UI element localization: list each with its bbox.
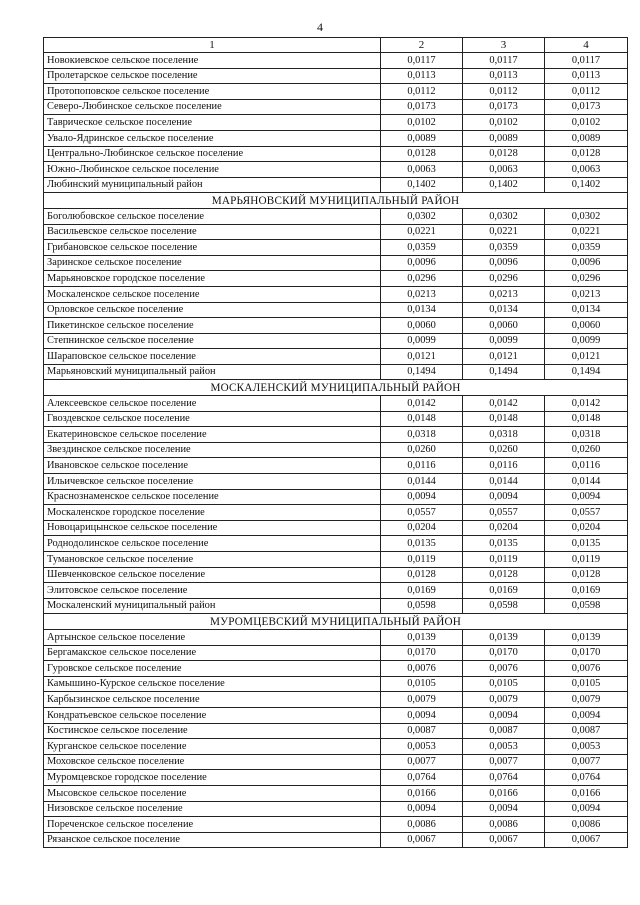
value-cell: 0,0067: [463, 832, 545, 848]
value-cell: 0,0053: [463, 739, 545, 755]
settlement-name: Орловское сельское поселение: [44, 302, 381, 318]
settlement-name: Алексеевское сельское поселение: [44, 396, 381, 412]
value-cell: 0,0318: [381, 427, 463, 443]
table-row: [44, 645, 628, 661]
district-heading-row: [44, 193, 628, 209]
value-cell: 0,0128: [545, 146, 628, 162]
value-cell: 0,0359: [463, 240, 545, 256]
value-cell: 0,0221: [381, 224, 463, 240]
value-cell: 0,0087: [545, 723, 628, 739]
value-cell: 0,0094: [463, 801, 545, 817]
table-row: [44, 676, 628, 692]
settlement-name: Бергамакское сельское поселение: [44, 645, 381, 661]
value-cell: 0,0128: [381, 567, 463, 583]
value-cell: 0,0204: [545, 520, 628, 536]
value-cell: 0,0260: [381, 442, 463, 458]
value-cell: 0,0166: [381, 785, 463, 801]
settlement-name: Артынское сельское поселение: [44, 629, 381, 645]
table-row: [44, 162, 628, 178]
value-cell: 0,0128: [463, 146, 545, 162]
value-cell: 0,0067: [381, 832, 463, 848]
table-row: [44, 489, 628, 505]
column-header: 2: [381, 38, 463, 53]
value-cell: 0,0079: [545, 692, 628, 708]
table-row: [44, 427, 628, 443]
value-cell: 0,0170: [545, 645, 628, 661]
value-cell: 0,0077: [463, 754, 545, 770]
table-row: [44, 302, 628, 318]
table-row: [44, 770, 628, 786]
table-row: [44, 801, 628, 817]
value-cell: 0,0113: [545, 68, 628, 84]
table-row: [44, 411, 628, 427]
table-row: [44, 146, 628, 162]
table-row: [44, 832, 628, 848]
value-cell: 0,0173: [381, 99, 463, 115]
value-cell: 0,0099: [381, 333, 463, 349]
value-cell: 0,0135: [381, 536, 463, 552]
value-cell: 0,0079: [381, 692, 463, 708]
value-cell: 0,0134: [381, 302, 463, 318]
value-cell: 0,0121: [545, 349, 628, 365]
column-header: 1: [44, 38, 381, 53]
value-cell: 0,0139: [545, 629, 628, 645]
settlement-name: Мысовское сельское поселение: [44, 785, 381, 801]
value-cell: 0,0359: [381, 240, 463, 256]
settlement-name: Пролетарское сельское поселение: [44, 68, 381, 84]
settlement-name: Степнинское сельское поселение: [44, 333, 381, 349]
value-cell: 0,0096: [381, 255, 463, 271]
value-cell: 0,0260: [545, 442, 628, 458]
settlement-name: Протопоповское сельское поселение: [44, 84, 381, 100]
value-cell: 0,0087: [463, 723, 545, 739]
value-cell: 0,0144: [463, 474, 545, 490]
table-row: [44, 583, 628, 599]
value-cell: 0,0063: [545, 162, 628, 178]
value-cell: 0,0121: [463, 349, 545, 365]
value-cell: 0,0116: [545, 458, 628, 474]
value-cell: 0,0116: [463, 458, 545, 474]
value-cell: 0,0087: [381, 723, 463, 739]
value-cell: 0,0144: [381, 474, 463, 490]
district-heading-row: [44, 614, 628, 630]
value-cell: 0,0077: [381, 754, 463, 770]
value-cell: 0,0598: [463, 598, 545, 614]
value-cell: 0,0135: [463, 536, 545, 552]
settlement-name: Краснознаменское сельское поселение: [44, 489, 381, 505]
settlement-name: Рязанское сельское поселение: [44, 832, 381, 848]
settlement-name: Марьяновский муниципальный район: [44, 364, 381, 380]
value-cell: 0,0213: [463, 286, 545, 302]
value-cell: 0,0094: [463, 489, 545, 505]
value-cell: 0,0142: [463, 396, 545, 412]
value-cell: 0,0302: [381, 208, 463, 224]
value-cell: 0,0089: [545, 130, 628, 146]
district-heading: МУРОМЦЕВСКИЙ МУНИЦИПАЛЬНЫЙ РАЙОН: [44, 614, 628, 630]
value-cell: 0,0105: [463, 676, 545, 692]
settlement-name: Низовское сельское поселение: [44, 801, 381, 817]
value-cell: 0,0170: [463, 645, 545, 661]
district-heading: МОСКАЛЕНСКИЙ МУНИЦИПАЛЬНЫЙ РАЙОН: [44, 380, 628, 396]
value-cell: 0,0148: [381, 411, 463, 427]
table-row: [44, 505, 628, 521]
value-cell: 0,0204: [463, 520, 545, 536]
table-row: [44, 785, 628, 801]
value-cell: 0,0142: [545, 396, 628, 412]
value-cell: 0,0169: [381, 583, 463, 599]
value-cell: 0,0086: [381, 817, 463, 833]
value-cell: 0,0076: [381, 661, 463, 677]
value-cell: 0,0094: [545, 801, 628, 817]
value-cell: 0,0598: [381, 598, 463, 614]
value-cell: 0,0302: [545, 208, 628, 224]
value-cell: 0,0077: [545, 754, 628, 770]
settlement-name: Курганское сельское поселение: [44, 739, 381, 755]
value-cell: 0,0260: [463, 442, 545, 458]
value-cell: 0,0764: [545, 770, 628, 786]
value-cell: 0,0296: [463, 271, 545, 287]
value-cell: 0,0296: [381, 271, 463, 287]
table-row: [44, 520, 628, 536]
settlement-name: Боголюбовское сельское поселение: [44, 208, 381, 224]
value-cell: 0,0557: [381, 505, 463, 521]
value-cell: 0,0119: [545, 552, 628, 568]
value-cell: 0,0359: [545, 240, 628, 256]
value-cell: 0,0128: [381, 146, 463, 162]
settlement-name: Ильичевское сельское поселение: [44, 474, 381, 490]
value-cell: 0,0067: [545, 832, 628, 848]
value-cell: 0,0134: [463, 302, 545, 318]
value-cell: 0,0134: [545, 302, 628, 318]
settlement-name: Кондратьевское сельское поселение: [44, 707, 381, 723]
value-cell: 0,0086: [463, 817, 545, 833]
table-row: [44, 286, 628, 302]
settlement-name: Увало-Ядринское сельское поселение: [44, 130, 381, 146]
value-cell: 0,0116: [381, 458, 463, 474]
value-cell: 0,0086: [545, 817, 628, 833]
value-cell: 0,0117: [381, 53, 463, 69]
value-cell: 0,1402: [381, 177, 463, 193]
value-cell: 0,1494: [381, 364, 463, 380]
value-cell: 0,0060: [545, 318, 628, 334]
value-cell: 0,0060: [463, 318, 545, 334]
value-cell: 0,0063: [463, 162, 545, 178]
settlement-name: Екатериновское сельское поселение: [44, 427, 381, 443]
value-cell: 0,0094: [463, 707, 545, 723]
value-cell: 0,1402: [545, 177, 628, 193]
value-cell: 0,0598: [545, 598, 628, 614]
table-row: [44, 349, 628, 365]
settlement-name: Южно-Любинское сельское поселение: [44, 162, 381, 178]
table-row: [44, 318, 628, 334]
table-row: [44, 333, 628, 349]
value-cell: 0,0089: [463, 130, 545, 146]
value-cell: 0,1494: [463, 364, 545, 380]
settlement-name: Заринское сельское поселение: [44, 255, 381, 271]
value-cell: 0,0113: [463, 68, 545, 84]
table-row: [44, 458, 628, 474]
value-cell: 0,0053: [545, 739, 628, 755]
table-row: [44, 598, 628, 614]
table-row: [44, 723, 628, 739]
settlement-name: Москаленское сельское поселение: [44, 286, 381, 302]
value-cell: 0,0102: [463, 115, 545, 131]
value-cell: 0,0557: [463, 505, 545, 521]
value-cell: 0,0105: [381, 676, 463, 692]
value-cell: 0,0135: [545, 536, 628, 552]
value-cell: 0,0148: [463, 411, 545, 427]
settlement-name: Муромцевское городское поселение: [44, 770, 381, 786]
value-cell: 0,0764: [463, 770, 545, 786]
value-cell: 0,0302: [463, 208, 545, 224]
value-cell: 0,0221: [545, 224, 628, 240]
value-cell: 0,0169: [463, 583, 545, 599]
value-cell: 0,0094: [545, 489, 628, 505]
settlement-name: Камышино-Курское сельское поселение: [44, 676, 381, 692]
settlement-name: Васильевское сельское поселение: [44, 224, 381, 240]
table-row: [44, 224, 628, 240]
value-cell: 0,0105: [545, 676, 628, 692]
value-cell: 0,0166: [463, 785, 545, 801]
table-row: [44, 552, 628, 568]
table-row: [44, 754, 628, 770]
table-row: [44, 99, 628, 115]
value-cell: 0,0170: [381, 645, 463, 661]
value-cell: 0,0221: [463, 224, 545, 240]
value-cell: 0,0060: [381, 318, 463, 334]
value-cell: 0,0079: [463, 692, 545, 708]
table-row: [44, 208, 628, 224]
value-cell: 0,0173: [463, 99, 545, 115]
value-cell: 0,0096: [463, 255, 545, 271]
table-row: [44, 84, 628, 100]
settlement-name: Тумановское сельское поселение: [44, 552, 381, 568]
table-row: [44, 271, 628, 287]
table-row: [44, 130, 628, 146]
settlement-name: Гуровское сельское поселение: [44, 661, 381, 677]
table-row: [44, 817, 628, 833]
value-cell: 0,0102: [381, 115, 463, 131]
table-row: [44, 707, 628, 723]
value-cell: 0,0099: [545, 333, 628, 349]
value-cell: 0,0102: [545, 115, 628, 131]
allocation-table: [43, 37, 628, 848]
value-cell: 0,0139: [381, 629, 463, 645]
value-cell: 0,0121: [381, 349, 463, 365]
table-row: [44, 567, 628, 583]
value-cell: 0,0296: [545, 271, 628, 287]
value-cell: 0,0112: [463, 84, 545, 100]
table-row: [44, 53, 628, 69]
table-row: [44, 474, 628, 490]
table-row: [44, 364, 628, 380]
table-body: [44, 38, 628, 848]
settlement-name: Пореченское сельское поселение: [44, 817, 381, 833]
settlement-name: Новокиевское сельское поселение: [44, 53, 381, 69]
value-cell: 0,1494: [545, 364, 628, 380]
value-cell: 0,0094: [381, 707, 463, 723]
table-row: [44, 739, 628, 755]
settlement-name: Костинское сельское поселение: [44, 723, 381, 739]
value-cell: 0,0204: [381, 520, 463, 536]
value-cell: 0,0117: [463, 53, 545, 69]
column-header: 4: [545, 38, 628, 53]
value-cell: 0,0128: [545, 567, 628, 583]
value-cell: 0,0119: [463, 552, 545, 568]
settlement-name: Шараповское сельское поселение: [44, 349, 381, 365]
value-cell: 0,0139: [463, 629, 545, 645]
settlement-name: Любинский муниципальный район: [44, 177, 381, 193]
settlement-name: Звездинское сельское поселение: [44, 442, 381, 458]
value-cell: 0,0076: [545, 661, 628, 677]
value-cell: 0,0764: [381, 770, 463, 786]
settlement-name: Роднодолинское сельское поселение: [44, 536, 381, 552]
value-cell: 0,0557: [545, 505, 628, 521]
settlement-name: Ивановское сельское поселение: [44, 458, 381, 474]
table-row: [44, 240, 628, 256]
settlement-name: Элитовское сельское поселение: [44, 583, 381, 599]
table-row: [44, 115, 628, 131]
value-cell: 0,0063: [381, 162, 463, 178]
value-cell: 0,1402: [463, 177, 545, 193]
settlement-name: Центрально-Любинское сельское поселение: [44, 146, 381, 162]
district-heading: МАРЬЯНОВСКИЙ МУНИЦИПАЛЬНЫЙ РАЙОН: [44, 193, 628, 209]
value-cell: 0,0318: [463, 427, 545, 443]
value-cell: 0,0112: [545, 84, 628, 100]
value-cell: 0,0119: [381, 552, 463, 568]
column-header: 3: [463, 38, 545, 53]
table-row: [44, 536, 628, 552]
table-row: [44, 68, 628, 84]
value-cell: 0,0144: [545, 474, 628, 490]
settlement-name: Карбызинское сельское поселение: [44, 692, 381, 708]
settlement-name: Гвоздевское сельское поселение: [44, 411, 381, 427]
settlement-name: Москаленский муниципальный район: [44, 598, 381, 614]
settlement-name: Пикетинское сельское поселение: [44, 318, 381, 334]
value-cell: 0,0113: [381, 68, 463, 84]
value-cell: 0,0099: [463, 333, 545, 349]
value-cell: 0,0213: [381, 286, 463, 302]
table-row: [44, 442, 628, 458]
settlement-name: Новоцарицынское сельское поселение: [44, 520, 381, 536]
table-row: [44, 661, 628, 677]
settlement-name: Шевченковское сельское поселение: [44, 567, 381, 583]
value-cell: 0,0053: [381, 739, 463, 755]
settlement-name: Грибановское сельское поселение: [44, 240, 381, 256]
table-row: [44, 629, 628, 645]
table-header-row: [44, 38, 628, 53]
value-cell: 0,0148: [545, 411, 628, 427]
settlement-name: Марьяновское городское поселение: [44, 271, 381, 287]
value-cell: 0,0318: [545, 427, 628, 443]
value-cell: 0,0096: [545, 255, 628, 271]
settlement-name: Северо-Любинское сельское поселение: [44, 99, 381, 115]
table-row: [44, 255, 628, 271]
value-cell: 0,0094: [381, 801, 463, 817]
value-cell: 0,0117: [545, 53, 628, 69]
value-cell: 0,0169: [545, 583, 628, 599]
settlement-name: Моховское сельское поселение: [44, 754, 381, 770]
settlement-name: Москаленское городское поселение: [44, 505, 381, 521]
table-row: [44, 177, 628, 193]
value-cell: 0,0094: [381, 489, 463, 505]
settlement-name: Таврическое сельское поселение: [44, 115, 381, 131]
value-cell: 0,0128: [463, 567, 545, 583]
value-cell: 0,0094: [545, 707, 628, 723]
district-heading-row: [44, 380, 628, 396]
value-cell: 0,0173: [545, 99, 628, 115]
value-cell: 0,0112: [381, 84, 463, 100]
page-number: 4: [317, 20, 323, 34]
value-cell: 0,0089: [381, 130, 463, 146]
table-row: [44, 396, 628, 412]
table-row: [44, 692, 628, 708]
value-cell: 0,0166: [545, 785, 628, 801]
value-cell: 0,0142: [381, 396, 463, 412]
value-cell: 0,0076: [463, 661, 545, 677]
value-cell: 0,0213: [545, 286, 628, 302]
